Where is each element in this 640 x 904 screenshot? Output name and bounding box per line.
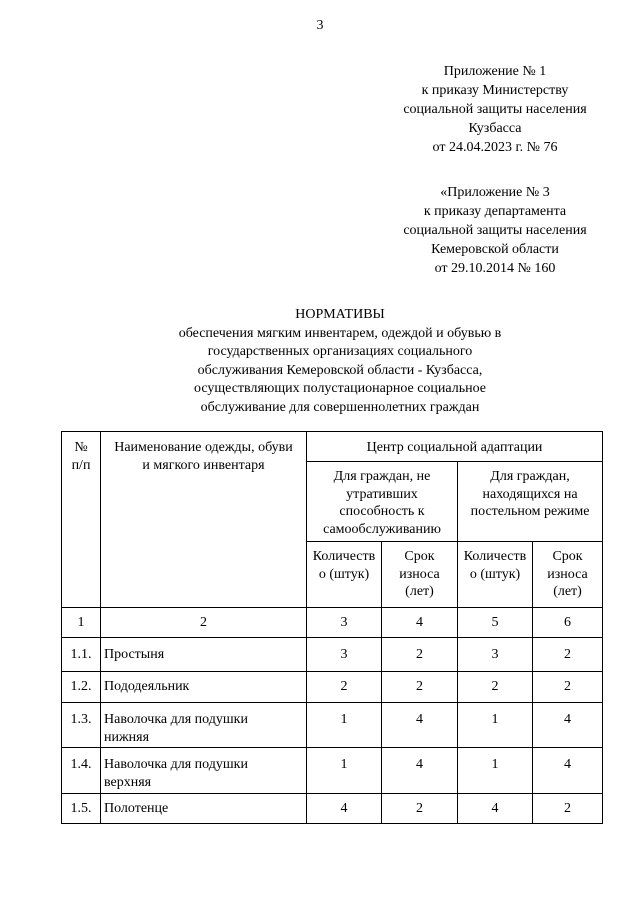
bedridden-wear-term: 2 bbox=[533, 672, 603, 703]
page-number: 3 bbox=[316, 18, 324, 33]
self-care-wear-term: 4 bbox=[382, 748, 458, 794]
item-name: Простыня bbox=[101, 638, 307, 672]
title-line: осуществляющих полустационарное социальное bbox=[194, 381, 486, 397]
appendix-1-line: социальной защиты населения bbox=[403, 102, 587, 117]
title-line: государственных организациях социального bbox=[207, 344, 473, 360]
bedridden-wear-term: 2 bbox=[533, 794, 603, 824]
self-care-quantity: 3 bbox=[307, 638, 382, 672]
title-line: обеспечения мягким инвентарем, одеждой и обувью в bbox=[178, 325, 502, 341]
item-name: Наволочка для подушки верхняя bbox=[101, 748, 307, 794]
appendix-3-header bbox=[380, 183, 610, 278]
self-care-wear-term: 4 bbox=[382, 703, 458, 748]
bedridden-quantity: 4 bbox=[458, 794, 533, 824]
self-care-quantity: 1 bbox=[307, 748, 382, 794]
table-row bbox=[62, 748, 603, 794]
table-row bbox=[62, 703, 603, 748]
appendix-3-line: от 29.10.2014 № 160 bbox=[434, 261, 556, 276]
header-quantity: Количеств о (штук) bbox=[307, 542, 382, 608]
row-number: 1.2. bbox=[62, 672, 101, 703]
bedridden-quantity: 1 bbox=[458, 703, 533, 748]
appendix-1-line: Приложение № 1 bbox=[443, 64, 547, 79]
header-group-bedridden: Для граждан, находящихся на постельном режиме bbox=[458, 462, 603, 542]
self-care-quantity: 2 bbox=[307, 672, 382, 703]
item-name: Полотенце bbox=[101, 794, 307, 824]
appendix-3-line: «Приложение № 3 bbox=[440, 185, 550, 200]
bedridden-quantity: 2 bbox=[458, 672, 533, 703]
appendix-1-line: к приказу Министерству bbox=[421, 83, 569, 98]
appendix-3-line: Кемеровской области bbox=[431, 242, 559, 257]
bedridden-quantity: 3 bbox=[458, 638, 533, 672]
row-number: 1.1. bbox=[62, 638, 101, 672]
header-group-self-care: Для граждан, не утративших способность к самообслуживанию bbox=[307, 462, 458, 542]
column-number: 3 bbox=[307, 608, 382, 638]
header-wear-term: Срок износа (лет) bbox=[533, 542, 603, 608]
bedridden-quantity: 1 bbox=[458, 748, 533, 794]
row-number: 1.4. bbox=[62, 748, 101, 794]
column-number: 5 bbox=[458, 608, 533, 638]
title-line: обслуживания Кемеровской области - Кузбасса, bbox=[197, 362, 483, 378]
title-heading: НОРМАТИВЫ bbox=[295, 307, 385, 322]
table-row bbox=[62, 672, 603, 703]
bedridden-wear-term: 2 bbox=[533, 638, 603, 672]
item-name: Наволочка для подушки нижняя bbox=[101, 703, 307, 748]
header-quantity: Количеств о (штук) bbox=[458, 542, 533, 608]
header-num: № п/п bbox=[62, 432, 101, 608]
table-row bbox=[62, 794, 603, 824]
appendix-3-line: социальной защиты населения bbox=[403, 223, 587, 238]
column-number: 6 bbox=[533, 608, 603, 638]
appendix-1-header bbox=[380, 62, 610, 157]
document-title bbox=[120, 306, 560, 418]
table-row bbox=[62, 638, 603, 672]
self-care-wear-term: 2 bbox=[382, 794, 458, 824]
row-number: 1.3. bbox=[62, 703, 101, 748]
column-number: 4 bbox=[382, 608, 458, 638]
header-item-name: Наименование одежды, обуви и мягкого инвентаря bbox=[101, 432, 307, 608]
self-care-wear-term: 2 bbox=[382, 638, 458, 672]
appendix-1-line: от 24.04.2023 г. № 76 bbox=[432, 140, 558, 155]
header-center: Центр социальной адаптации bbox=[307, 432, 603, 462]
header-wear-term: Срок износа (лет) bbox=[382, 542, 458, 608]
self-care-quantity: 4 bbox=[307, 794, 382, 824]
bedridden-wear-term: 4 bbox=[533, 703, 603, 748]
bedridden-wear-term: 4 bbox=[533, 748, 603, 794]
appendix-1-line: Кузбасса bbox=[468, 121, 522, 136]
row-number: 1.5. bbox=[62, 794, 101, 824]
title-line: обслуживание для совершеннолетних граждан bbox=[200, 399, 480, 415]
appendix-3-line: к приказу департамента bbox=[423, 204, 567, 219]
self-care-wear-term: 2 bbox=[382, 672, 458, 703]
column-number: 2 bbox=[101, 608, 307, 638]
item-name: Пододеяльник bbox=[101, 672, 307, 703]
column-number: 1 bbox=[62, 608, 101, 638]
column-number-row bbox=[62, 608, 603, 638]
self-care-quantity: 1 bbox=[307, 703, 382, 748]
norms-table bbox=[61, 431, 603, 824]
